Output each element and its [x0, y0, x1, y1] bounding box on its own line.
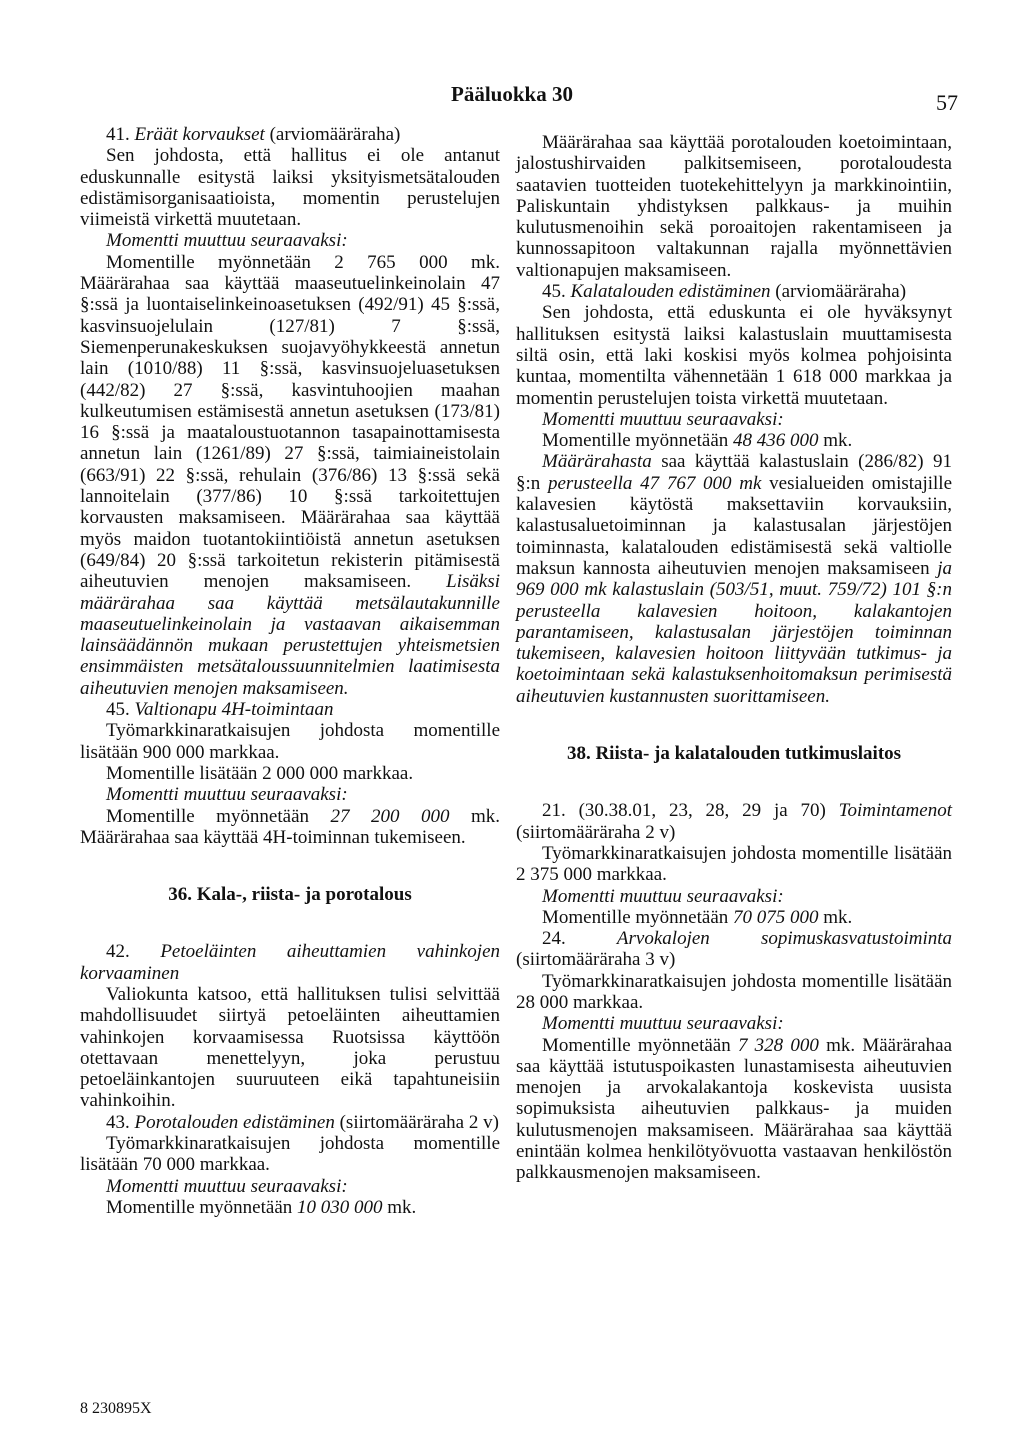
paragraph: Sen johdosta, että hallitus ei ole antanut eduskunnalle esitystä laiksi yksityismetsätalouden edistämisorganisaatioista, momentin perustelujen viimeistä virkettä muutetaan. — [80, 145, 500, 231]
item-title: Arvokalojen sopimuskasvatustoiminta — [616, 928, 953, 950]
italic-addition: Lisäksi määrärahaa saa käyttää metsälautakunnille maaseutuelinkeinolain ja vastaavan aikaisemman lainsäädännön mukaan perustettujen yhteismetsien ensimmäisten metsätaloussuunnitelmien laatimisesta aiheutuvien menojen maksamiseen. — [80, 571, 501, 699]
amount-prefix: Momentille myönnetään — [106, 1196, 293, 1218]
amount-prefix: Momentille myönnetään — [542, 430, 729, 452]
appropriation-type: (siirtomääräraha 2 v) — [339, 1111, 499, 1133]
italic-text: Määrärahasta — [542, 451, 652, 473]
change-notice — [80, 230, 500, 251]
change-notice-text: Momentti muuttuu seuraavaksi: — [542, 885, 784, 907]
change-notice — [516, 886, 952, 907]
amount-suffix: mk. — [387, 1196, 417, 1218]
item-number: 21. — [542, 800, 566, 822]
change-notice-text: Momentti muuttuu seuraavaksi: — [106, 1175, 348, 1197]
paragraph — [80, 252, 500, 699]
section-heading: 38. Riista- ja kalatalouden tutkimuslaitos — [566, 743, 902, 765]
left-column — [80, 124, 500, 1218]
paragraph — [516, 451, 952, 707]
item-title: Toimintamenot — [838, 800, 952, 822]
paragraph: Työmarkkinaratkaisujen johdosta momentille lisätään 900 000 markkaa. — [80, 720, 500, 763]
appropriation-type: (siirtomääräraha 2 v) — [516, 821, 676, 843]
item-number: 45. — [542, 281, 566, 303]
change-notice-text: Momentti muuttuu seuraavaksi: — [106, 230, 348, 252]
item-title: Petoeläinten aiheuttamien vahinkojen korvaaminen — [80, 941, 500, 984]
item-title: Porotalouden edistäminen — [134, 1111, 335, 1133]
amount-suffix: mk. Määrärahaa saa käyttää 4H-toiminnan tukemiseen. — [80, 805, 501, 848]
page-number: 57 — [936, 90, 958, 115]
printing-code: 8 230895X — [80, 1400, 152, 1417]
change-notice-text: Momentti muuttuu seuraavaksi: — [542, 408, 784, 430]
appropriation-type: (arviomääräraha) — [775, 281, 907, 303]
amount-value: 48 436 000 — [733, 430, 819, 452]
paragraph: Valiokunta katsoo, että hallituksen tulisi selvittää mahdollisuudet siirtyä petoeläinten aiheuttamien vahinkojen korvaamisessa Ruotsissa käyttöön otettavaan menettelyyn, joka perustuu petoeläinkantojen suuruuteen eikä tapahtuneisiin vahinkoihin. — [80, 983, 500, 1112]
item-number: 42. — [106, 941, 130, 963]
item-reference: (30.38.01, 23, 28, 29 ja 70) — [578, 800, 826, 822]
item-title: Valtionapu 4H-toimintaan — [134, 699, 334, 721]
paragraph: Työmarkkinaratkaisujen johdosta momentille lisätään 28 000 markkaa. — [516, 970, 952, 1013]
paragraph: Momentille lisätään 2 000 000 markkaa. — [106, 762, 414, 784]
amount-prefix: Momentille myönnetään — [542, 906, 729, 928]
amount-prefix: Momentille myönnetään — [542, 1034, 731, 1056]
change-notice-text: Momentti muuttuu seuraavaksi: — [106, 784, 348, 806]
change-notice — [516, 409, 952, 430]
item-43-heading — [80, 1112, 500, 1133]
paragraph — [516, 430, 952, 451]
item-number: 45. — [106, 699, 130, 721]
item-number: 41. — [106, 124, 130, 145]
change-notice — [516, 1013, 952, 1034]
right-column — [516, 132, 952, 1184]
paragraph: Työmarkkinaratkaisujen johdosta momentille lisätään 2 375 000 markkaa. — [516, 842, 952, 886]
change-notice — [80, 784, 500, 805]
item-number: 43. — [106, 1111, 130, 1133]
appropriation-type: (siirtomääräraha 3 v) — [516, 949, 676, 971]
amount-suffix: mk. — [823, 430, 853, 452]
item-title: Eräät korvaukset — [134, 124, 265, 145]
item-42-heading — [80, 941, 500, 984]
item-45-heading — [516, 281, 952, 302]
item-21-heading — [516, 800, 952, 843]
body-text: vesialueiden omistajille kalavesien käytöstä maksettaviin korvauksiin, kalastusaluetoiminnan ja kalastusalan järjestöjen toiminnasta, kalatalouden edistämisestä sekä valtiolle maksun kannosta aiheutuvien menojen maksamiseen — [516, 472, 953, 579]
amount-prefix: Momentille myönnetään — [106, 805, 310, 827]
paragraph — [516, 907, 952, 928]
italic-text: perusteella 47 767 000 mk — [548, 472, 762, 494]
italic-text: ja 969 000 mk kalastuslain (503/51, muut. 759/72) 101 §:n perusteella kalavesien hoitoon, kalakantojen parantamiseen, kalastusalan järjestöjen toiminnan tukemiseen, kalavesien hoitoon liittyvään tutkimus- ja koetoimintaan sekä kalastuksenhoitomaksun perimisestä aiheutuvien kustannusten suorittamiseen. — [516, 557, 953, 707]
amount-value: 10 030 000 — [297, 1196, 383, 1218]
amount-value: 27 200 000 — [330, 805, 450, 827]
paragraph — [80, 806, 500, 849]
item-24-heading — [516, 928, 952, 971]
item-41-heading — [80, 124, 500, 145]
paragraph: Työmarkkinaratkaisujen johdosta momentille lisätään 70 000 markkaa. — [80, 1133, 500, 1176]
item-number: 24. — [542, 928, 566, 950]
appropriation-type: (arviomääräraha) — [269, 124, 401, 145]
amount-value: 70 075 000 — [733, 906, 819, 928]
amount-suffix: mk. — [823, 906, 853, 928]
amount-suffix: mk. Määrärahaa saa käyttää istutuspoikasten lunastamisesta aiheutuvien menojen ja arvokalakantoja koskevista uusista sopimuksista aiheutuvien palkkaus- ja muiden kulutusmenojen maksamiseen. Määrärahaa saa käyttää enintään kolmea henkilötyövuotta vastaavan henkilöstön palkkausmenojen maksamiseen. — [516, 1034, 953, 1184]
body-text: saa käyttää kalastuslain (286/82) 91 §:n — [516, 451, 952, 494]
paragraph — [516, 1035, 952, 1184]
item-title: Kalatalouden edistäminen — [570, 281, 771, 303]
amount-value: 7 328 000 — [737, 1034, 819, 1056]
item-45-heading — [80, 699, 500, 720]
section-heading: 36. Kala-, riista- ja porotalous — [168, 884, 412, 906]
change-notice-text: Momentti muuttuu seuraavaksi: — [542, 1013, 784, 1035]
amount-text: Momentille myönnetään 2 765 000 mk. Määrärahaa saa käyttää maaseutuelinkeinolain 47 §:ssä ja luontaiselinkeinoasetuksen (492/91) 45 §:ssä, kasvinsuojelulain (127/81) 7 §:ssä, Siemenperunakeskuksen suojavyöhykkeestä annetun lain (1010/88) 11 §:ssä, kasvinsuojeluasetuksen (442/82) 27 §:ssä, kasvintuhoojien maahan kulkeutumisen estämisestä annetun asetuksen (173/81) 16 §:ssä ja maataloustuotannon tasapainottamisesta annetun lain (1261/89) 27 §:ssä, taimiaineistolain (663/91) 22 §:ssä, rehulain (376/86) 13 §:ssä sekä lannoitelain (377/86) 10 §:ssä tarkoitettujen korvausten maksamiseen. Määrärahaa saa käyttää myös maidon tuotantokiintiöistä annetun asetuksen (649/84) 20 §:ssä tarkoitetun rekisterin pitämisestä aiheutuvien menojen maksamiseen. — [80, 251, 500, 593]
paragraph — [80, 1197, 500, 1218]
change-notice — [80, 1176, 500, 1197]
paragraph: Määrärahaa saa käyttää porotalouden koetoimintaan, jalostushirvaiden palkitsemiseen, porotaloudesta saatavien tuotteiden tuotekehittelyyn ja markkinointiin, Paliskuntain yhdistyksen palkkaus- ja muihin kulutusmenoihin sekä poroaitojen rakentamiseen ja kunnossapitoon valtakunnan rajalla myönnettävien valtionapujen maksamiseen. — [516, 132, 952, 281]
running-head: Pääluokka 30 — [451, 82, 573, 106]
paragraph: Sen johdosta, että eduskunta ei ole hyväksynyt hallituksen esitystä laiksi kalastuslain muuttamisesta siltä osin, että laki koskisi myös kolmea pohjoisinta kuntaa, momentilta vähennetään 1 618 000 markkaa ja momentin perustelujen toista virkettä muutetaan. — [516, 302, 952, 409]
